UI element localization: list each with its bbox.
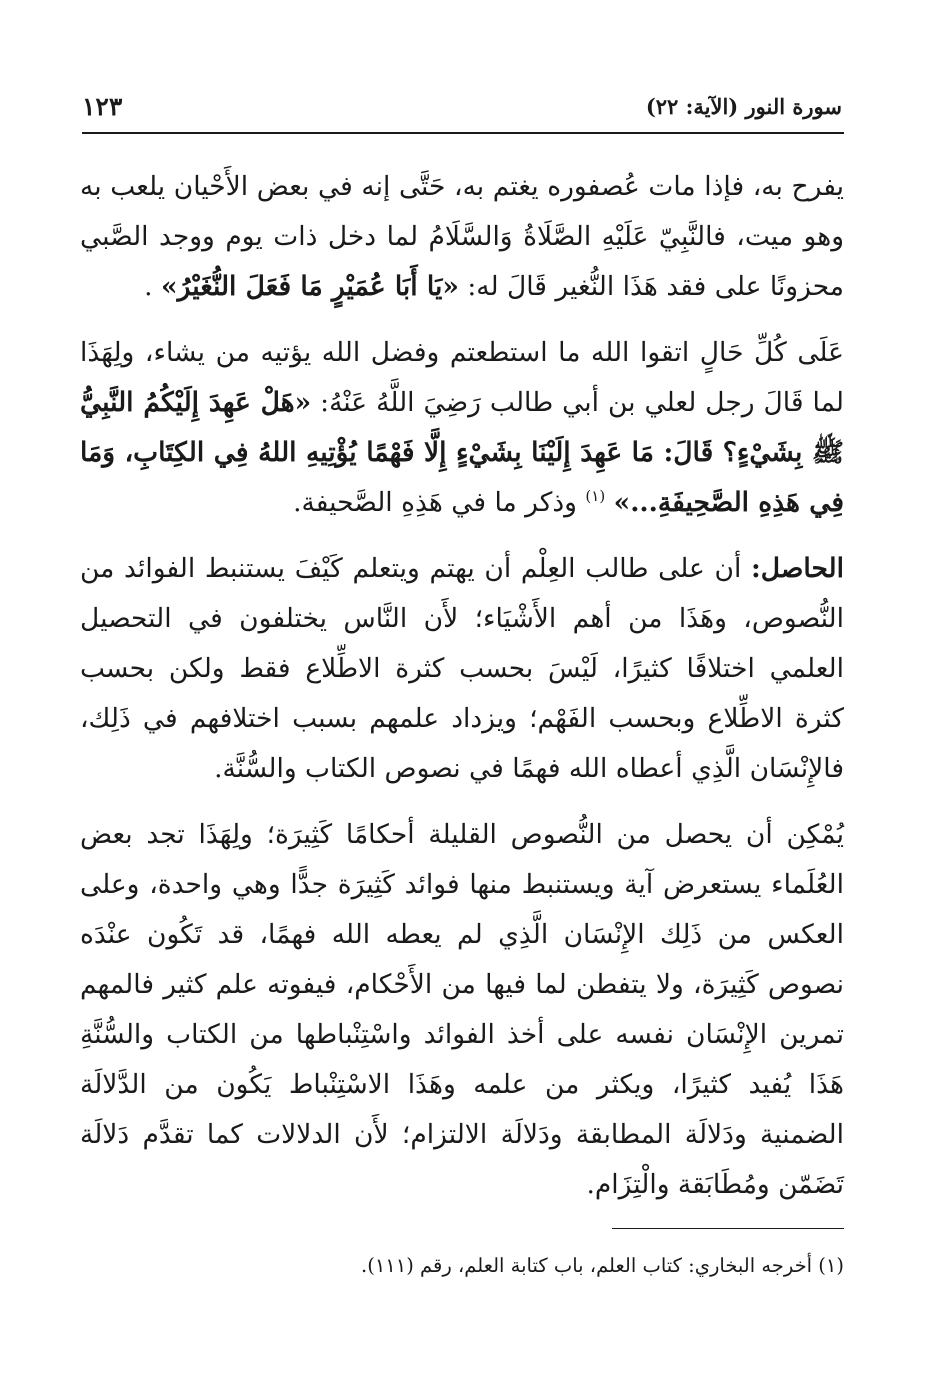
header-divider [82, 132, 844, 134]
footnote-divider [612, 1228, 844, 1229]
footnote-reference[interactable]: (١) [585, 487, 606, 506]
paragraph-text: وذكر ما في هَذِهِ الصَّحيفة. [293, 487, 577, 518]
paragraph-4 [80, 810, 844, 1210]
paragraph-text: أن على طالب العِلْم أن يهتم ويتعلم كَيْفَ يستنبط الفوائد من النُّصوص، وهَذَا من أهم الأَشْيَاء؛ لأَن النَّاس يختلفون في التحصيل العلمي اختلافًا كثيرًا، لَيْسَ بحسب كثرة الاطِّلاع فقط ولكن بحسب كثرة الاطِّلاع وبحسب الفَهْم؛ ويزداد علمهم بسبب اختلافهم في ذَلِك، فالإِنْسَان الَّذِي أعطاه الله فهمًا في نصوص الكتاب والسُّنَّة. [80, 553, 844, 784]
paragraph-2 [80, 328, 844, 528]
hadith-quote: «هَلْ عَهِدَ إِلَيْكُمُ النَّبِيُّ ﷺ بِشَيْءٍ؟ قَالَ: مَا عَهِدَ إِلَيْنَا بِشَيْءٍ إِلَّا فَهْمًا يُؤْتِيهِ اللهُ فِي الكِتَابِ، وَمَا فِي هَذِهِ الصَّحِيفَةِ...» [80, 387, 844, 518]
running-header [82, 90, 842, 130]
paragraph-lead-word: الحاصل: [751, 553, 844, 584]
surah-header-title: سورة النور (الآية: ٢٢) [645, 94, 842, 119]
paragraph-text: . [144, 271, 153, 302]
paragraph-text: يُمْكِن أن يحصل من النُّصوص القليلة أحكامًا كَثِيرَة؛ ولِهَذَا تجد بعض العُلَماء يستعرض آية ويستنبط منها فوائد كَثِيرَة جدًّا وهي واحدة، وعلى العكس من ذَلِك الإِنْسَان الَّذِي لم يعطه الله فهمًا، قد تَكُون عنْدَه نصوص كَثِيرَة، ولا يتفطن لما فيها من الأَحْكام، فيفوته علم كثير فالمهم تمرين الإِنْسَان نفسه على أخذ الفوائد واسْتِنْباطها من الكتاب والسُّنَّةِ هَذَا يُفيد كثيرًا، ويكثر من علمه وهَذَا الاسْتِنْباط يَكُون من الدَّلالَة الضمنية ودَلالَة المطابقة ودَلالَة الالتزام؛ لأَن الدلالات كما تقدَّم دَلالَة تَضَمّن ومُطَابَقة والْتِزَام. [80, 819, 844, 1200]
paragraph-text: عَلَى كُلِّ حَالٍ اتقوا الله ما استطعتم وفضل الله يؤتيه من يشاء، ولِهَذَا لما قَالَ رجل لعلي بن أبي طالب رَضِيَ اللَّهُ عَنْهُ: [80, 337, 844, 418]
paragraph-3 [80, 544, 844, 794]
hadith-quote: «يَا أَبَا عُمَيْرٍ مَا فَعَلَ النُّغَيْرُ» [161, 271, 459, 302]
footnote: (١) أخرجه البخاري: كتاب العلم، باب كتابة العلم، رقم (١١١). [361, 1254, 844, 1277]
page-number: ١٢٣ [82, 92, 123, 121]
paragraph-text: يفرح به، فإذا مات عُصفوره يغتم به، حَتَّى إنه في بعض الأَحْيان يلعب به وهو ميت، فالنَّبِيّ عَلَيْهِ الصَّلَاةُ وَالسَّلَامُ لما دخل ذات يوم ووجد الصَّبي محزونًا على فقد هَذَا النُّغير قَالَ له: [80, 171, 844, 302]
paragraph-1 [80, 162, 844, 312]
main-text [80, 162, 844, 1222]
